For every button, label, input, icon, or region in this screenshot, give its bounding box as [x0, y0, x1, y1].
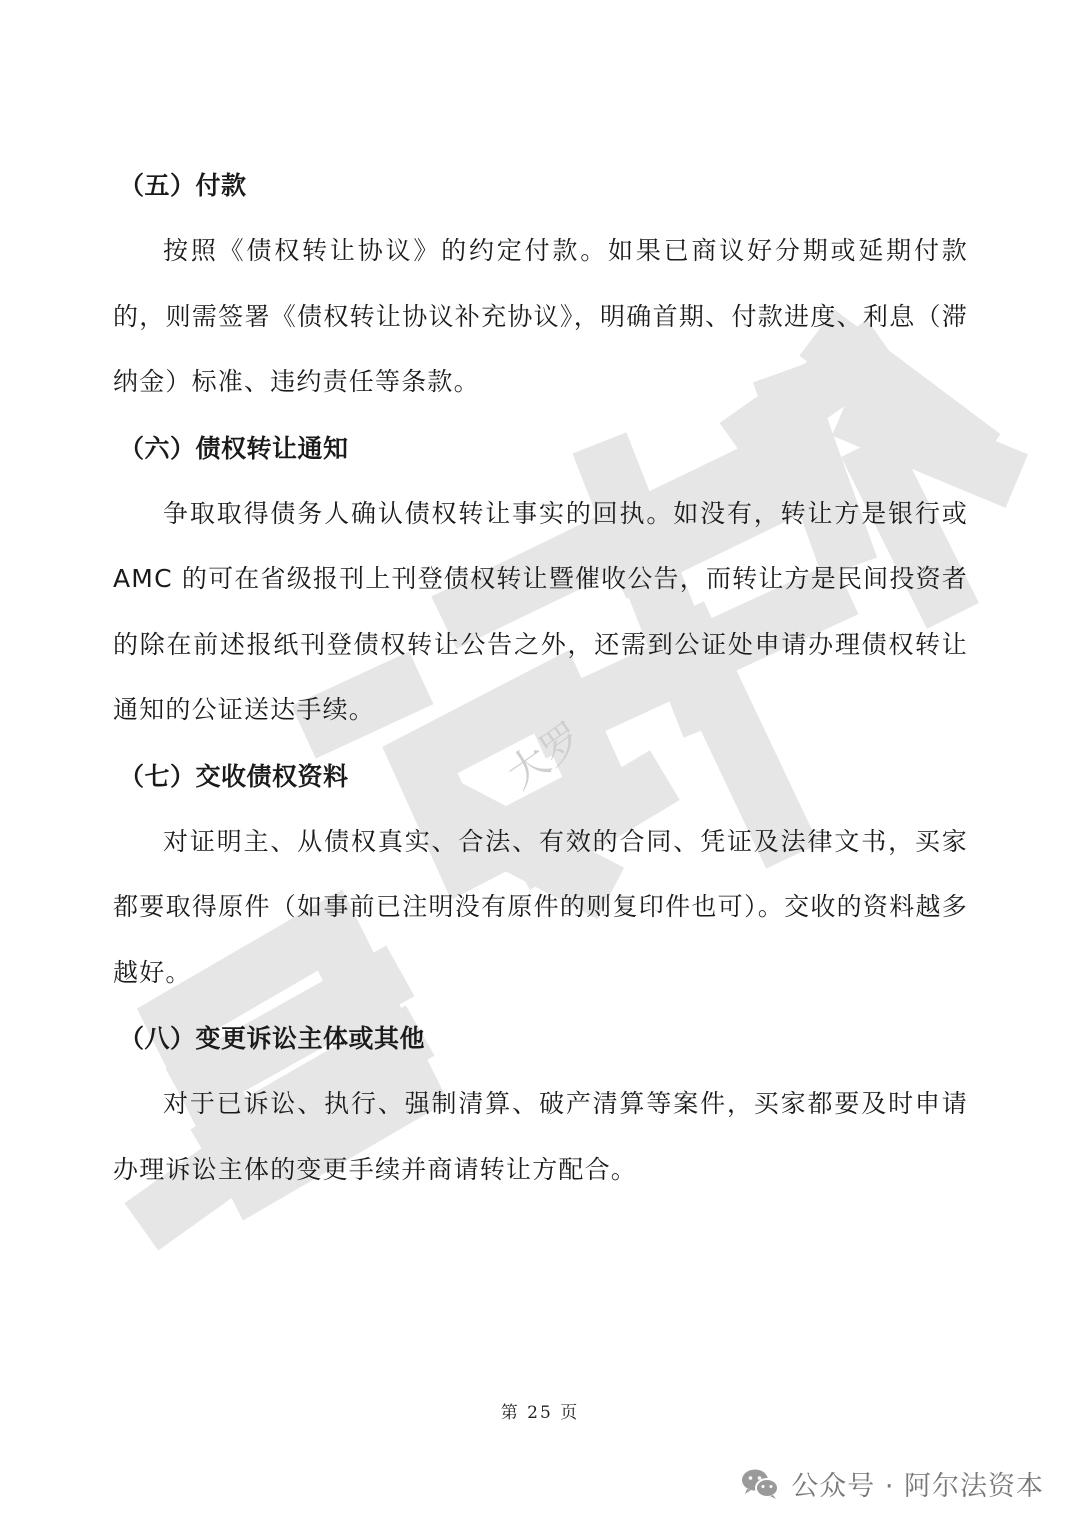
- section-heading-transfer-notice: （六）债权转让通知: [119, 433, 349, 463]
- section-heading-materials-handover: （七）交收债权资料: [119, 761, 349, 791]
- section-heading-payment: （五）付款: [119, 171, 247, 200]
- footer-brand-text: 公众号 · 阿尔法资本: [791, 1471, 1044, 1502]
- section-paragraph-payment: 按照《债权转让协议》的约定付款。如果已商议好分期或延期付款的，则需签署《债权转让协议补充协议》，明确首期、付款进度、利息（滞纳金）标准、违约责任等条款。: [113, 236, 968, 396]
- watermark-small-text: 大罗: [499, 714, 592, 799]
- section-paragraph-litigation-change: 对于已诉讼、执行、强制清算、破产清算等案件，买家都要及时申请办理诉讼主体的变更手续并商请转让方配合。: [113, 1089, 968, 1184]
- page-number: 第 25 页: [500, 1403, 580, 1423]
- section-paragraph-transfer-notice: 争取取得债务人确认债权转让事实的回执。如没有，转让方是银行或 AMC 的可在省级报刊上刊登债权转让暨催收公告，而转让方是民间投资者的除在前述报纸刊登债权转让公告之外，还需到公证处申请办理债权转让通知的公证送达手续。: [113, 498, 968, 724]
- wechat-icon: [741, 1468, 779, 1500]
- section-heading-litigation-change: （八）变更诉讼主体或其他: [119, 1024, 426, 1053]
- section-paragraph-materials-handover: 对证明主、从债权真实、合法、有效的合同、凭证及法律文书，买家都要取得原件（如事前已注明没有原件的则复印件也可）。交收的资料越多越好。: [113, 826, 968, 987]
- footer-brand: [741, 1464, 1044, 1503]
- document-body: [113, 160, 968, 1202]
